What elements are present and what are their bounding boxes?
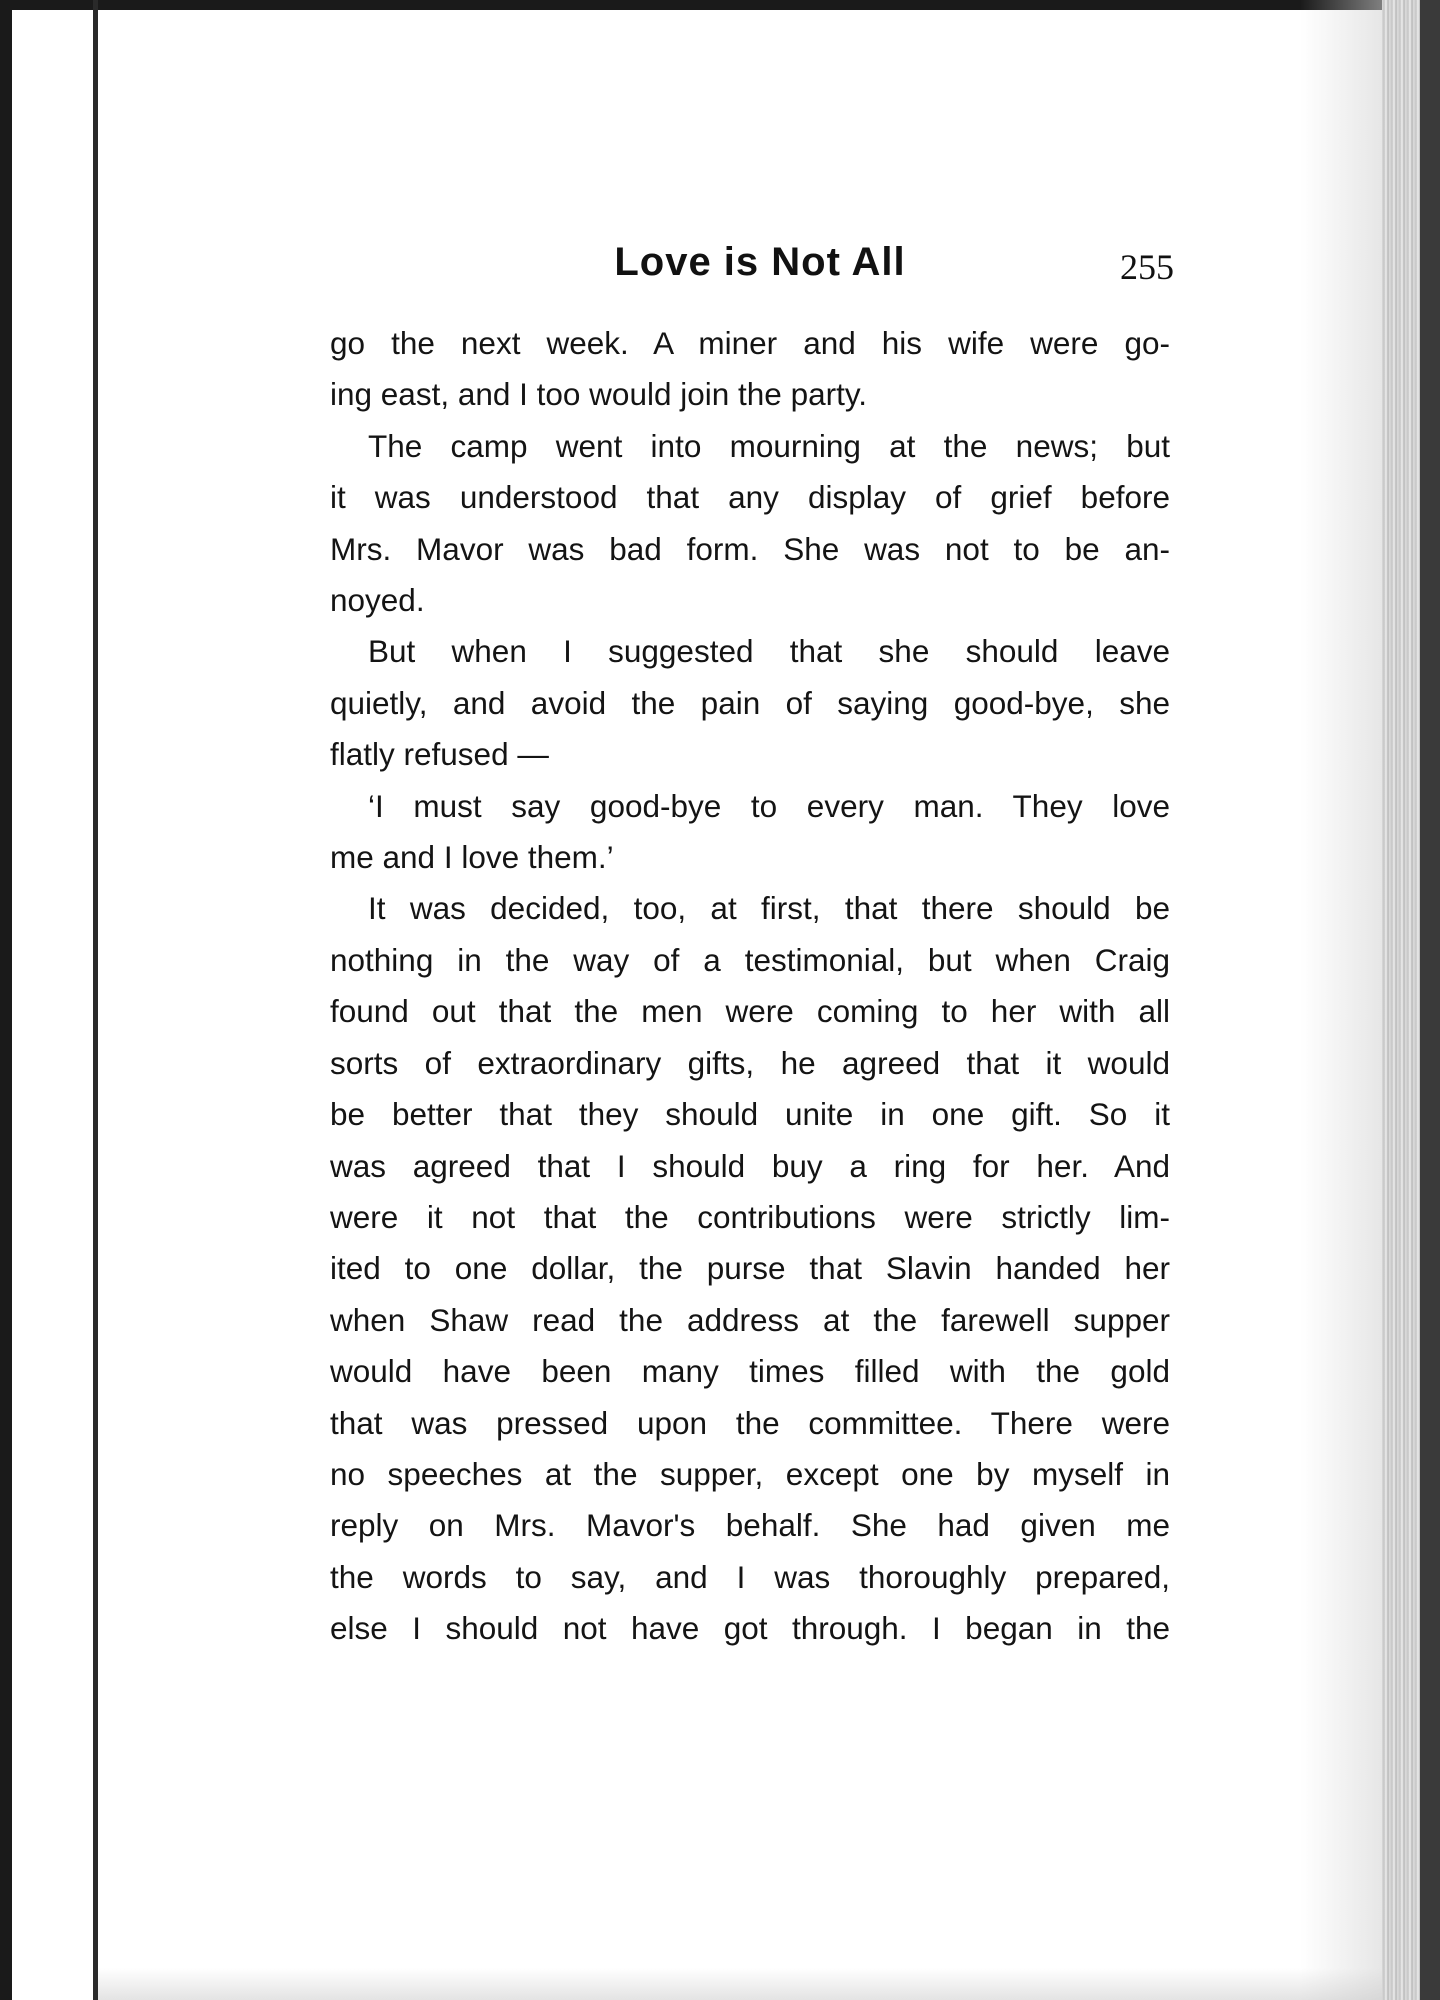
text-line: be better that they should unite in one gift. So it: [330, 1096, 1170, 1133]
text-line: It was decided, too, at first, that there should be: [368, 890, 1170, 927]
text-line: quietly, and avoid the pain of saying good-bye, she: [330, 684, 1170, 721]
text-line: it was understood that any display of grief before: [330, 479, 1170, 516]
text-line: were it not that the contributions were strictly lim-: [330, 1198, 1170, 1235]
scan-border-left: [0, 0, 12, 2000]
text-line: was agreed that I should buy a ring for her. And: [330, 1147, 1170, 1184]
text-line: ing east, and I too would join the party.: [330, 376, 868, 413]
scan-border-right: [1420, 0, 1440, 2000]
text-line: flatly refused —: [330, 736, 549, 773]
running-title: Love is Not All: [614, 240, 906, 284]
page-number: 255: [1120, 247, 1174, 287]
text-line: sorts of extraordinary gifts, he agreed that it would: [330, 1044, 1170, 1081]
text-line: nothing in the way of a testimonial, but when Craig: [330, 941, 1170, 978]
text-line: reply on Mrs. Mavor's behalf. She had given me: [330, 1507, 1170, 1544]
text-line: that was pressed upon the committee. There were: [330, 1404, 1170, 1441]
text-line: else I should not have got through. I began in the: [330, 1610, 1170, 1647]
page-shadow: [1300, 0, 1382, 2000]
book-gutter: [93, 0, 98, 2000]
text-line: The camp went into mourning at the news; but: [368, 427, 1170, 464]
text-line: go the next week. A miner and his wife were go-: [330, 325, 1170, 361]
text-line: noyed.: [330, 582, 425, 619]
running-head: [330, 240, 1190, 300]
text-line: ‘I must say good-bye to every man. They love: [368, 787, 1170, 824]
body-text: [330, 318, 1170, 1655]
text-line: found out that the men were coming to her with all: [330, 993, 1170, 1030]
page-bottom-shadow: [98, 1968, 1382, 2000]
text-line: me and I love them.’: [330, 839, 614, 876]
text-line: ited to one dollar, the purse that Slavin handed her: [330, 1250, 1170, 1287]
text-line: But when I suggested that she should leave: [368, 633, 1170, 670]
text-line: the words to say, and I was thoroughly prepared,: [330, 1558, 1170, 1595]
text-line: no speeches at the supper, except one by myself in: [330, 1455, 1170, 1492]
text-line: would have been many times filled with the gold: [330, 1353, 1170, 1390]
text-line: Mrs. Mavor was bad form. She was not to be an-: [330, 530, 1170, 567]
scan-border-top: [0, 0, 1440, 10]
text-line: when Shaw read the address at the farewell supper: [330, 1301, 1170, 1338]
